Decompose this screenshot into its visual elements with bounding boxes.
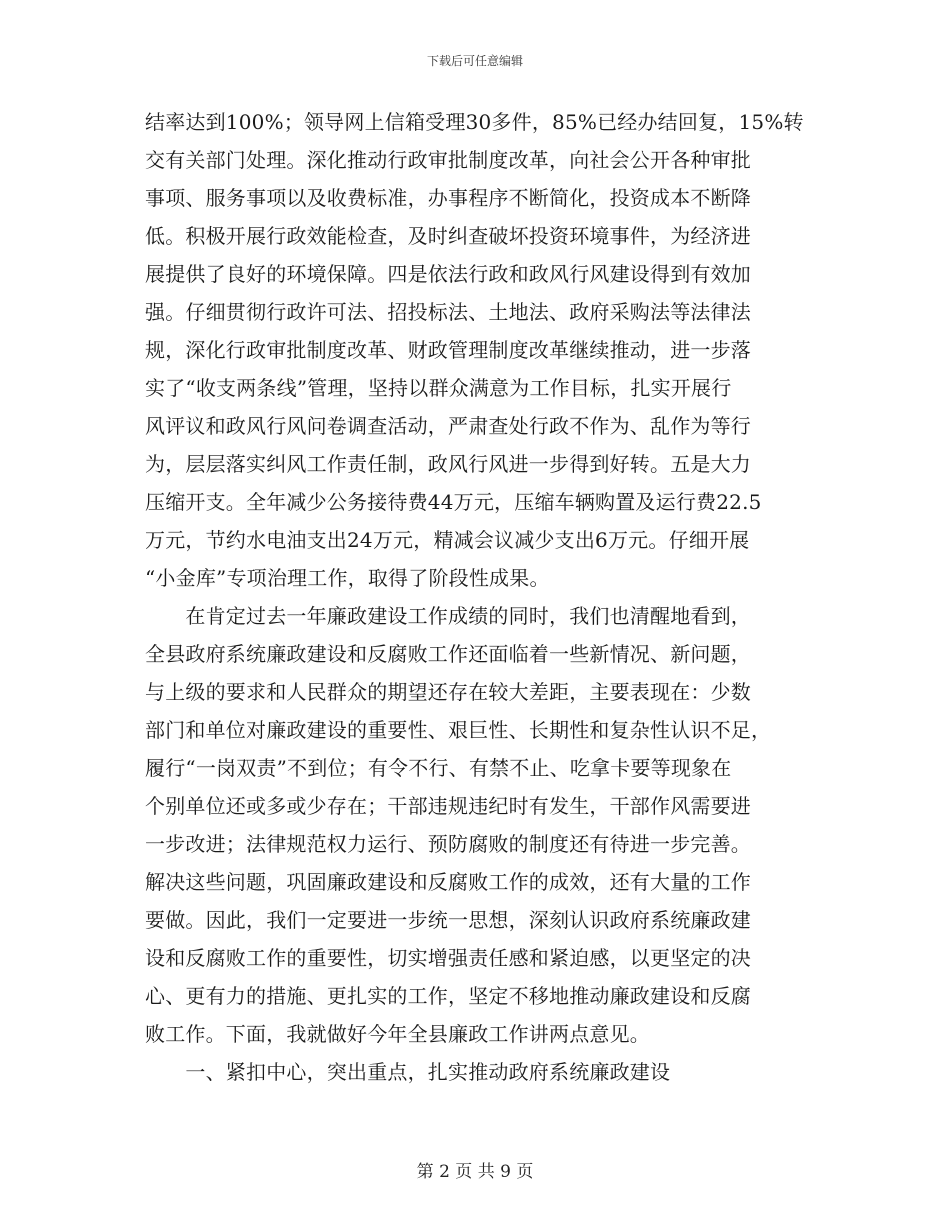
page-header: 下载后可任意编辑 xyxy=(426,54,523,68)
text-line: 一步改进；法律规范权力运行、预防腐败的制度还有待进一步完善。 xyxy=(145,832,751,856)
text-line: 风评议和政风行风问卷调查活动，严肃查处行政不作为、乱作为等行 xyxy=(145,414,751,438)
text-line: 交有关部门处理。深化推动行政审批制度改革，向社会公开各种审批 xyxy=(145,148,751,172)
text-line: “小金库”专项治理工作，取得了阶段性成果。 xyxy=(145,566,550,590)
text-line: 事项、服务事项以及收费标准，办事程序不断简化，投资成本不断降 xyxy=(145,186,751,210)
text-line: 履行“一岗双责”不到位；有令不行、有禁不止、吃拿卡要等现象在 xyxy=(145,756,732,780)
text-line: 强。仔细贯彻行政许可法、招投标法、土地法、政府采购法等法律法 xyxy=(145,300,751,324)
page-footer: 第 2 页 共 9 页 xyxy=(416,1162,534,1182)
text-line: 在肯定过去一年廉政建设工作成绩的同时，我们也清醒地看到， xyxy=(145,604,751,628)
text-line: 解决这些问题，巩固廉政建设和反腐败工作的成效，还有大量的工作 xyxy=(145,870,751,894)
text-line: 部门和单位对廉政建设的重要性、艰巨性、长期性和复杂性认识不足， xyxy=(145,718,772,742)
text-line: 规，深化行政审批制度改革、财政管理制度改革继续推动，进一步落 xyxy=(145,338,751,362)
text-line: 要做。因此，我们一定要进一步统一思想，深刻认识政府系统廉政建 xyxy=(145,908,751,932)
text-line: 败工作。下面，我就做好今年全县廉政工作讲两点意见。 xyxy=(145,1022,650,1046)
text-line: 设和反腐败工作的重要性，切实增强责任感和紧迫感，以更坚定的决 xyxy=(145,946,751,970)
text-line: 展提供了良好的环境保障。四是依法行政和政风行风建设得到有效加 xyxy=(145,262,751,286)
text-line: 结率达到100%；领导网上信箱受理30多件，85%已经办结回复，15%转 xyxy=(145,110,804,134)
text-line: 压缩开支。全年减少公务接待费44万元，压缩车辆购置及运行费22.5 xyxy=(145,490,762,514)
text-line: 个别单位还或多或少存在；干部违规违纪时有发生，干部作风需要进 xyxy=(145,794,751,818)
section-heading: 一、紧扣中心，突出重点，扎实推动政府系统廉政建设 xyxy=(145,1060,671,1084)
text-line: 万元，节约水电油支出24万元，精减会议减少支出6万元。仔细开展 xyxy=(145,528,750,552)
text-line: 心、更有力的措施、更扎实的工作，坚定不移地推动廉政建设和反腐 xyxy=(145,984,751,1008)
text-line: 低。积极开展行政效能检查，及时纠查破坏投资环境事件，为经济进 xyxy=(145,224,751,248)
text-line: 全县政府系统廉政建设和反腐败工作还面临着一些新情况、新问题， xyxy=(145,642,751,666)
text-line: 与上级的要求和人民群众的期望还存在较大差距，主要表现在：少数 xyxy=(145,680,751,704)
text-line: 实了“收支两条线”管理，坚持以群众满意为工作目标，扎实开展行 xyxy=(145,376,732,400)
text-line: 为，层层落实纠风工作责任制，政风行风进一步得到好转。五是大力 xyxy=(145,452,751,476)
